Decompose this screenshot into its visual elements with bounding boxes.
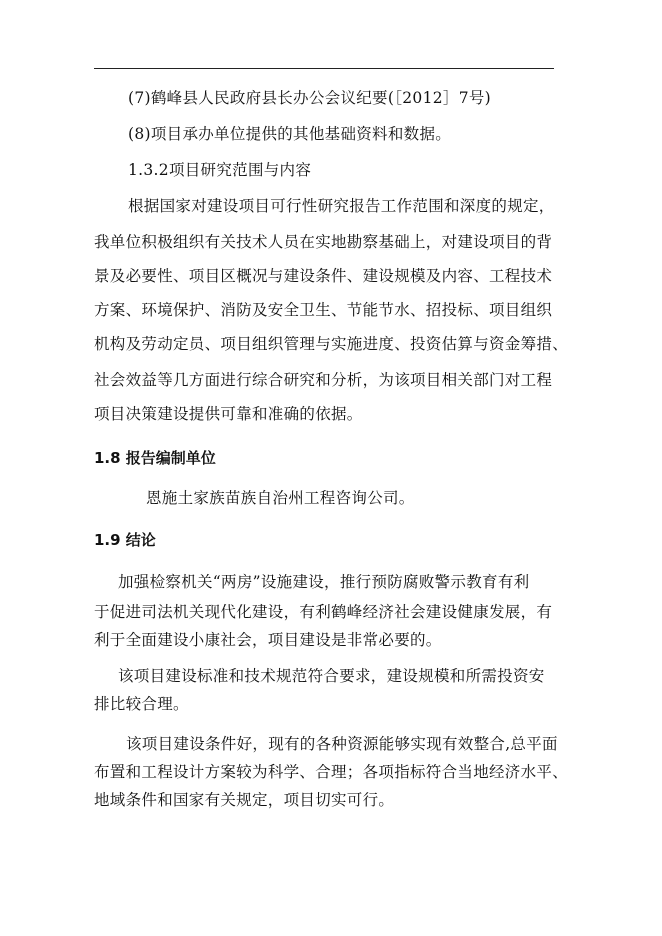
paragraph-line: 根据国家对建设项目可行性研究报告工作范围和深度的规定， <box>128 197 555 215</box>
list-item-8: (8)项目承办单位提供的其他基础资料和数据。 <box>128 125 452 143</box>
paragraph-line: 我单位积极组织有关技术人员在实地勘察基础上，对建设项目的背 <box>94 233 553 251</box>
list-item-7: (7)鹤峰县人民政府县长办公会议纪要(［2012］7号) <box>128 89 492 107</box>
header-rule <box>94 68 554 69</box>
paragraph-line: 景及必要性、项目区概况与建设条件、建设规模及内容、工程技术 <box>94 267 553 285</box>
conclusion-line: 该项目建设条件好，现有的各种资源能够实现有效整合,总平面 <box>126 735 558 753</box>
paragraph-line: 方案、环境保护、消防及安全卫生、节能节水、招投标、项目组织 <box>94 301 553 319</box>
paragraph-line: 社会效益等几方面进行综合研究和分析，为该项目相关部门对工程 <box>94 371 553 389</box>
conclusion-line: 于促进司法机关现代化建设，有利鹤峰经济社会建设健康发展，有 <box>94 603 553 621</box>
section-1-3-2-title: 1.3.2项目研究范围与内容 <box>128 161 312 179</box>
section-1-8-heading: 1.8 报告编制单位 <box>94 449 216 467</box>
conclusion-line: 排比较合理。 <box>94 695 189 713</box>
section-1-9-heading: 1.9 结论 <box>94 531 156 549</box>
paragraph-line: 项目决策建设提供可靠和准确的依据。 <box>94 405 363 423</box>
paragraph-line: 机构及劳动定员、项目组织管理与实施进度、投资估算与资金筹措、 <box>94 335 569 353</box>
conclusion-line: 布置和工程设计方案较为科学、合理；各项指标符合当地经济水平、 <box>94 763 569 781</box>
conclusion-line: 地域条件和国家有关规定，项目切实可行。 <box>94 791 395 809</box>
conclusion-line: 利于全面建设小康社会，项目建设是非常必要的。 <box>94 631 442 649</box>
compiler-org: 恩施土家族苗族自治州工程咨询公司。 <box>146 489 415 507</box>
conclusion-line: 加强检察机关“两房”设施建设，推行预防腐败警示教育有利 <box>118 573 530 591</box>
conclusion-line: 该项目建设标准和技术规范符合要求，建设规模和所需投资安 <box>118 667 545 685</box>
